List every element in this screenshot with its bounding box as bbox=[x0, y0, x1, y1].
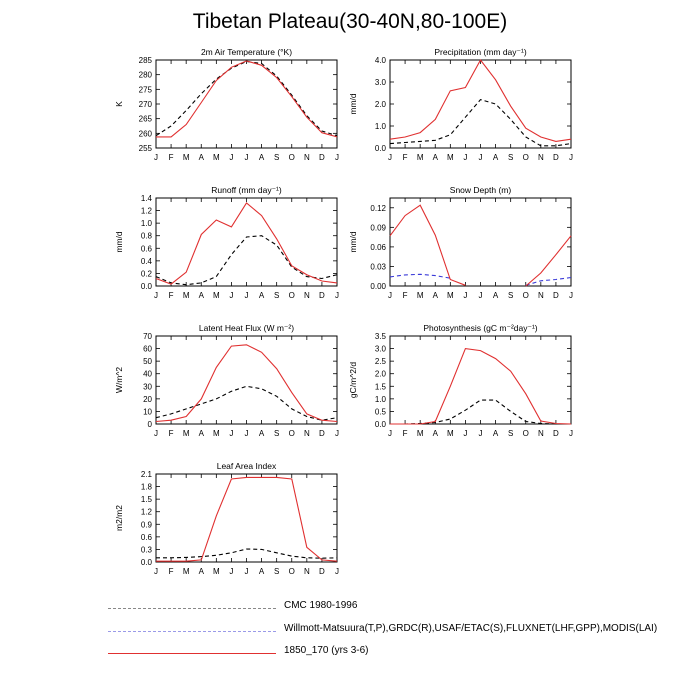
y-tick-label: 3.0 bbox=[374, 78, 386, 87]
x-tick-label: M bbox=[416, 291, 424, 300]
y-tick-label: 0.0 bbox=[374, 144, 386, 153]
x-tick-label: A bbox=[198, 291, 204, 300]
legend-line-model bbox=[108, 653, 276, 654]
x-tick-label: N bbox=[537, 153, 544, 162]
x-tick-label: O bbox=[288, 291, 295, 300]
plot-frame bbox=[156, 60, 337, 148]
panel-title: Leaf Area Index bbox=[216, 461, 277, 471]
y-tick-label: 50 bbox=[143, 357, 152, 367]
x-tick-label: J bbox=[229, 567, 234, 576]
x-tick-label: O bbox=[522, 153, 529, 162]
y-tick-label: 3.5 bbox=[374, 332, 386, 341]
x-tick-label: S bbox=[507, 153, 514, 162]
y-tick-label: 2.1 bbox=[140, 470, 152, 479]
plot-frame bbox=[156, 336, 337, 424]
x-tick-label: N bbox=[537, 429, 544, 438]
x-tick-label: J bbox=[388, 291, 392, 300]
x-tick-label: M bbox=[446, 291, 454, 300]
y-tick-label: 1.2 bbox=[140, 507, 152, 517]
x-tick-label: A bbox=[198, 429, 204, 438]
x-tick-label: O bbox=[288, 429, 295, 438]
x-tick-label: J bbox=[229, 429, 234, 438]
y-tick-label: 10 bbox=[143, 407, 152, 417]
y-tick-label: 60 bbox=[143, 344, 152, 354]
y-tick-label: 2.0 bbox=[374, 369, 386, 379]
x-tick-label: M bbox=[212, 567, 220, 576]
y-tick-label: 255 bbox=[138, 144, 152, 153]
panel-title: Latent Heat Flux (W m⁻²) bbox=[198, 323, 295, 333]
x-tick-label: S bbox=[273, 429, 280, 438]
x-tick-label: D bbox=[553, 153, 559, 162]
x-tick-label: J bbox=[154, 153, 158, 162]
y-tick-label: 2.0 bbox=[374, 100, 386, 109]
x-tick-label: F bbox=[168, 153, 174, 162]
series-line-solid-2 bbox=[390, 349, 571, 424]
x-tick-label: A bbox=[492, 291, 499, 300]
series-line-solid-2 bbox=[156, 203, 337, 284]
y-tick-label: 285 bbox=[138, 56, 152, 65]
x-tick-label: D bbox=[319, 567, 325, 576]
y-tick-label: 0.0 bbox=[374, 420, 386, 429]
series-line-solid-2 bbox=[390, 60, 571, 141]
y-tick-label: 0.03 bbox=[370, 262, 386, 272]
y-tick-label: 265 bbox=[138, 114, 152, 124]
x-tick-label: J bbox=[569, 153, 573, 162]
x-tick-label: J bbox=[478, 291, 483, 300]
x-tick-label: N bbox=[303, 429, 310, 438]
x-tick-label: A bbox=[432, 291, 438, 300]
y-tick-label: 1.8 bbox=[140, 482, 152, 492]
chart-panel-4 bbox=[348, 185, 573, 300]
y-axis-label: mm/d bbox=[114, 231, 124, 253]
x-tick-label: F bbox=[402, 153, 408, 162]
chart-panel-7 bbox=[114, 461, 339, 576]
x-tick-label: J bbox=[229, 153, 234, 162]
x-tick-label: M bbox=[416, 429, 424, 438]
plot-frame bbox=[390, 336, 571, 424]
x-tick-label: S bbox=[273, 153, 280, 162]
y-tick-label: 2.5 bbox=[374, 357, 386, 367]
x-tick-label: D bbox=[553, 429, 559, 438]
chart-panel-3 bbox=[114, 185, 339, 300]
y-tick-label: 0.5 bbox=[374, 407, 386, 417]
y-tick-label: 3.0 bbox=[374, 344, 386, 354]
y-tick-label: 0.06 bbox=[370, 242, 386, 252]
x-tick-label: J bbox=[335, 567, 339, 576]
y-tick-label: 0.6 bbox=[140, 532, 152, 542]
x-tick-label: A bbox=[492, 153, 499, 162]
x-tick-label: M bbox=[212, 153, 220, 162]
x-tick-label: J bbox=[463, 291, 468, 300]
y-tick-label: 0.0 bbox=[140, 282, 152, 291]
series-line-solid-2 bbox=[156, 61, 337, 137]
series-line-dashed-1 bbox=[526, 278, 571, 286]
x-tick-label: A bbox=[432, 153, 438, 162]
x-tick-label: J bbox=[335, 153, 339, 162]
x-tick-label: A bbox=[198, 567, 204, 576]
x-tick-label: S bbox=[273, 567, 280, 576]
x-tick-label: D bbox=[553, 291, 559, 300]
y-tick-label: 20 bbox=[143, 394, 152, 404]
x-tick-label: J bbox=[569, 429, 573, 438]
y-axis-label: m2/m2 bbox=[114, 505, 124, 531]
legend-line-cmc bbox=[108, 608, 276, 609]
x-tick-label: M bbox=[446, 153, 454, 162]
y-tick-label: 1.0 bbox=[374, 122, 386, 131]
x-tick-label: A bbox=[198, 153, 204, 162]
x-tick-label: J bbox=[154, 291, 158, 300]
y-axis-label: mm/d bbox=[348, 231, 358, 253]
x-tick-label: D bbox=[319, 429, 325, 438]
x-tick-label: J bbox=[569, 291, 573, 300]
x-tick-label: S bbox=[507, 291, 514, 300]
y-tick-label: 1.0 bbox=[140, 219, 152, 229]
chart-panel-6 bbox=[348, 323, 573, 438]
y-tick-label: 0.09 bbox=[370, 223, 386, 233]
x-tick-label: A bbox=[258, 291, 265, 300]
x-tick-label: J bbox=[335, 429, 339, 438]
x-tick-label: J bbox=[478, 429, 483, 438]
y-tick-label: 4.0 bbox=[374, 56, 386, 65]
panel-title: 2m Air Temperature (°K) bbox=[200, 47, 293, 57]
y-tick-label: 0.8 bbox=[140, 231, 152, 241]
legend-label-cmc: CMC 1980-1996 bbox=[284, 600, 358, 611]
x-tick-label: N bbox=[303, 153, 310, 162]
y-tick-label: 270 bbox=[138, 100, 152, 109]
x-tick-label: F bbox=[168, 429, 174, 438]
series-line-dashed-1 bbox=[390, 100, 571, 146]
x-tick-label: S bbox=[507, 429, 514, 438]
y-tick-label: 260 bbox=[138, 129, 152, 139]
y-axis-label: mm/d bbox=[348, 93, 358, 115]
plot-frame bbox=[156, 198, 337, 286]
y-tick-label: 0.9 bbox=[140, 520, 152, 530]
y-axis-label: K bbox=[114, 101, 124, 107]
x-tick-label: M bbox=[182, 291, 190, 300]
x-tick-label: J bbox=[478, 153, 483, 162]
panel-title: Snow Depth (m) bbox=[449, 185, 512, 195]
x-tick-label: A bbox=[258, 567, 265, 576]
series-line-dashed-1 bbox=[156, 236, 337, 285]
x-tick-label: O bbox=[522, 429, 529, 438]
x-tick-label: F bbox=[402, 429, 408, 438]
y-tick-label: 0.3 bbox=[140, 545, 152, 555]
x-tick-label: M bbox=[212, 291, 220, 300]
x-tick-label: D bbox=[319, 153, 325, 162]
y-tick-label: 280 bbox=[138, 70, 152, 80]
x-tick-label: J bbox=[229, 291, 234, 300]
y-tick-label: 0.2 bbox=[140, 269, 152, 279]
y-tick-label: 0.00 bbox=[370, 282, 386, 291]
x-tick-label: J bbox=[244, 153, 249, 162]
x-tick-label: M bbox=[416, 153, 424, 162]
y-axis-label: W/m^2 bbox=[114, 366, 124, 394]
x-tick-label: O bbox=[288, 567, 295, 576]
chart-panel-1 bbox=[114, 47, 339, 162]
y-tick-label: 0.0 bbox=[140, 558, 152, 567]
y-axis-label: gC/m^2/d bbox=[348, 361, 358, 399]
x-tick-label: J bbox=[244, 567, 249, 576]
x-tick-label: F bbox=[168, 291, 174, 300]
x-tick-label: M bbox=[182, 153, 190, 162]
plot-frame bbox=[390, 60, 571, 148]
legend-line-observations bbox=[108, 631, 276, 632]
legend-item-observations bbox=[108, 623, 668, 639]
y-tick-label: 0.12 bbox=[370, 203, 386, 213]
x-tick-label: A bbox=[492, 429, 499, 438]
y-tick-label: 0 bbox=[147, 420, 152, 429]
y-tick-label: 0.6 bbox=[140, 244, 152, 254]
x-tick-label: J bbox=[388, 153, 392, 162]
y-tick-label: 0.4 bbox=[140, 256, 152, 266]
series-line-dashed-1 bbox=[156, 62, 337, 136]
x-tick-label: M bbox=[182, 429, 190, 438]
legend-item-cmc bbox=[108, 600, 668, 616]
x-tick-label: J bbox=[335, 291, 339, 300]
figure-title: Tibetan Plateau(30-40N,80-100E) bbox=[192, 10, 508, 33]
x-tick-label: N bbox=[303, 567, 310, 576]
panel-title: Photosynthesis (gC m⁻²day⁻¹) bbox=[423, 323, 538, 333]
y-tick-label: 70 bbox=[143, 332, 152, 341]
y-tick-label: 275 bbox=[138, 85, 152, 95]
y-tick-label: 40 bbox=[143, 369, 152, 379]
legend-item-model bbox=[108, 645, 668, 661]
y-tick-label: 1.2 bbox=[140, 206, 152, 216]
x-tick-label: A bbox=[432, 429, 438, 438]
x-tick-label: J bbox=[154, 429, 158, 438]
x-tick-label: J bbox=[463, 153, 468, 162]
legend-label-observations: Willmott-Matsuura(T,P),GRDC(R),USAF/ETAC(S),FLUXNET(LHF,GPP),MODIS(LAI) bbox=[284, 623, 658, 634]
x-tick-label: N bbox=[303, 291, 310, 300]
x-tick-label: M bbox=[446, 429, 454, 438]
x-tick-label: O bbox=[288, 153, 295, 162]
panel-title: Runoff (mm day⁻¹) bbox=[211, 185, 282, 195]
x-tick-label: J bbox=[463, 429, 468, 438]
x-tick-label: M bbox=[182, 567, 190, 576]
y-tick-label: 1.5 bbox=[140, 495, 152, 505]
x-tick-label: J bbox=[244, 429, 249, 438]
chart-panel-2 bbox=[348, 47, 573, 162]
panel-title: Precipitation (mm day⁻¹) bbox=[434, 47, 527, 57]
x-tick-label: J bbox=[154, 567, 158, 576]
y-tick-label: 1.4 bbox=[140, 194, 152, 203]
x-tick-label: F bbox=[402, 291, 408, 300]
plot-frame bbox=[390, 198, 571, 286]
legend-label-model: 1850_170 (yrs 3-6) bbox=[284, 645, 369, 656]
x-tick-label: M bbox=[212, 429, 220, 438]
x-tick-label: F bbox=[168, 567, 174, 576]
series-line-solid-2 bbox=[526, 236, 571, 286]
y-tick-label: 30 bbox=[143, 382, 152, 392]
series-line-dashed-1 bbox=[390, 274, 450, 278]
x-tick-label: O bbox=[522, 291, 529, 300]
x-tick-label: A bbox=[258, 153, 265, 162]
x-tick-label: J bbox=[388, 429, 392, 438]
x-tick-label: J bbox=[244, 291, 249, 300]
x-tick-label: S bbox=[273, 291, 280, 300]
series-line-solid-2 bbox=[390, 205, 465, 285]
x-tick-label: N bbox=[537, 291, 544, 300]
x-tick-label: D bbox=[319, 291, 325, 300]
x-tick-label: A bbox=[258, 429, 265, 438]
y-tick-label: 1.0 bbox=[374, 394, 386, 404]
chart-panel-5 bbox=[114, 323, 339, 438]
y-tick-label: 1.5 bbox=[374, 382, 386, 392]
